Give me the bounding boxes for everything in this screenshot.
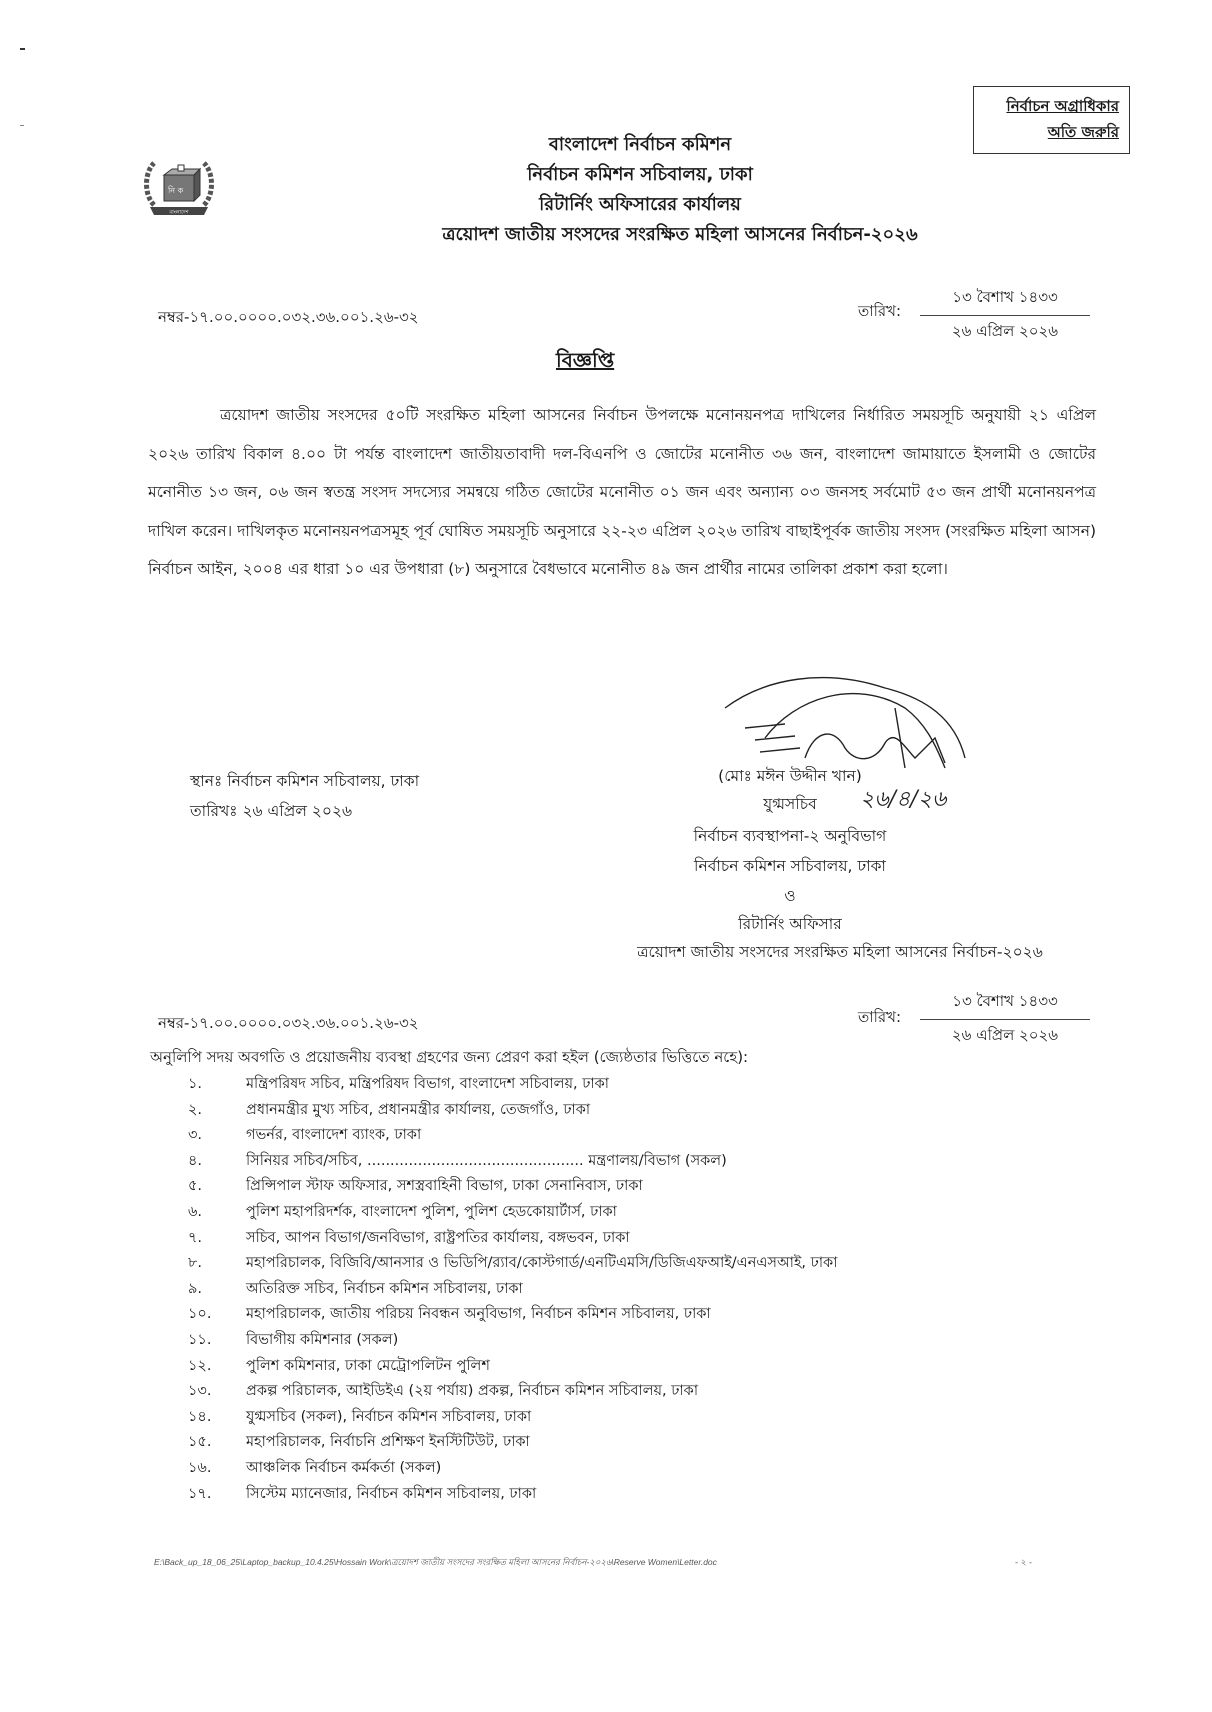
- list-item-number: ৩.: [188, 1127, 203, 1144]
- signatory-secretariat: নির্বাচন কমিশন সচিবালয়, ঢাকা: [694, 857, 886, 875]
- list-item: [150, 1456, 837, 1482]
- list-item-number: ৮.: [188, 1255, 203, 1272]
- signatory-election: ত্রয়োদশ জাতীয় সংসদের সংরক্ষিত মহিলা আসনের নির্বাচন-২০২৬: [637, 943, 1043, 961]
- list-item-number: ৪.: [188, 1152, 203, 1169]
- list-item-text: আঞ্চলিক নির্বাচন কর্মকর্তা (সকল): [246, 1459, 442, 1476]
- secretariat-name: নির্বাচন কমিশন সচিবালয়, ঢাকা: [527, 164, 753, 185]
- copy-date-label: তারিখ:: [858, 1008, 902, 1026]
- list-item: [150, 1379, 837, 1405]
- memo-date: [920, 286, 1090, 345]
- date-gregorian: ২৬ এপ্রিল ২০২৬: [951, 322, 1059, 340]
- scan-mark: [20, 125, 24, 126]
- list-item: [150, 1482, 837, 1508]
- list-item: [150, 1226, 837, 1252]
- list-item: [150, 1149, 837, 1175]
- signature-icon: [705, 668, 985, 778]
- list-item: [150, 1354, 837, 1380]
- priority-label: নির্বাচন অগ্রাধিকার: [1006, 97, 1119, 115]
- list-item-text: প্রকল্প পরিচালক, আইডিইএ (২য় পর্যায়) প্রকল্প, নির্বাচন কমিশন সচিবালয়, ঢাকা: [246, 1383, 699, 1400]
- svg-text:বাংলাদেশ: বাংলাদেশ: [169, 209, 189, 216]
- list-item-text: প্রিন্সিপাল স্টাফ অফিসার, সশস্ত্রবাহিনী বিভাগ, ঢাকা সেনানিবাস, ঢাকা: [246, 1178, 643, 1195]
- list-item: [150, 1251, 837, 1277]
- copy-recipient-list: [150, 1072, 837, 1507]
- copy-date: [920, 990, 1090, 1049]
- issue-date-text: তারিখঃ ২৬ এপ্রিল ২০২৬: [190, 802, 353, 820]
- list-item: [150, 1072, 837, 1098]
- list-item-number: ৫.: [188, 1178, 203, 1195]
- list-item-number: ১০.: [188, 1306, 212, 1323]
- election-name: ত্রয়োদশ জাতীয় সংসদের সংরক্ষিত মহিলা আসনের নির্বাচন-২০২৬: [442, 224, 918, 245]
- list-item: [150, 1302, 837, 1328]
- notice-body: [148, 396, 1096, 589]
- list-item-text: মহাপরিচালক, নির্বাচনি প্রশিক্ষণ ইনস্টিটিউট, ঢাকা: [246, 1434, 530, 1451]
- conjunction-and: ও: [784, 887, 796, 905]
- list-item-text: অতিরিক্ত সচিব, নির্বাচন কমিশন সচিবালয়, ঢাকা: [246, 1280, 523, 1297]
- list-item-number: ১৫.: [188, 1434, 212, 1451]
- copy-date-gregorian: ২৬ এপ্রিল ২০২৬: [951, 1026, 1059, 1044]
- signatory-name: (মোঃ মঈন উদ্দীন খান): [718, 767, 862, 785]
- list-item-text: পুলিশ মহাপরিদর্শক, বাংলাদেশ পুলিশ, পুলিশ হেডকোয়ার্টার্স, ঢাকা: [246, 1203, 617, 1220]
- list-item-text: বিভাগীয় কমিশনার (সকল): [246, 1331, 399, 1348]
- date-bangla: ১৩ বৈশাখ ১৪৩৩: [952, 288, 1058, 306]
- list-item-number: ১২.: [188, 1357, 212, 1374]
- list-item: [150, 1200, 837, 1226]
- scan-mark: [20, 48, 25, 50]
- list-item-text: গভর্নর, বাংলাদেশ ব্যাংক, ঢাকা: [246, 1127, 422, 1144]
- list-item: [150, 1405, 837, 1431]
- copy-memo-number: নম্বর-১৭.০০.০০০০.০৩২.৩৬.০০১.২৬-৩২: [158, 1014, 419, 1032]
- svg-text:নি ক: নি ক: [168, 186, 184, 195]
- list-item-text: সিস্টেম ম্যানেজার, নির্বাচন কমিশন সচিবালয়, ঢাকা: [246, 1485, 537, 1502]
- list-item-number: ৯.: [188, 1280, 203, 1297]
- list-item-text: সচিব, আপন বিভাগ/জনবিভাগ, রাষ্ট্রপতির কার্যালয়, বঙ্গভবন, ঢাকা: [246, 1229, 630, 1246]
- list-item-number: ৭.: [188, 1229, 203, 1246]
- list-item-text: মহাপরিচালক, জাতীয় পরিচয় নিবন্ধন অনুবিভাগ, নির্বাচন কমিশন সচিবালয়, ঢাকা: [246, 1306, 711, 1323]
- list-item-text: মহাপরিচালক, বিজিবি/আনসার ও ভিডিপি/র‍্যাব/কোস্টগার্ড/এনটিএমসি/ডিজিএফআই/এনএসআই, ঢাকা: [246, 1255, 838, 1272]
- priority-box: [973, 86, 1130, 154]
- org-name: বাংলাদেশ নির্বাচন কমিশন: [548, 134, 732, 155]
- list-item-number: ১৩.: [188, 1383, 212, 1400]
- list-item: [150, 1123, 837, 1149]
- election-commission-logo: [140, 155, 218, 221]
- copy-date-divider: [920, 1019, 1090, 1020]
- list-item: [150, 1328, 837, 1354]
- list-item-text: মন্ত্রিপরিষদ সচিব, মন্ত্রিপরিষদ বিভাগ, বাংলাদেশ সচিবালয়, ঢাকা: [246, 1076, 610, 1092]
- copy-date-bangla: ১৩ বৈশাখ ১৪৩৩: [952, 992, 1058, 1010]
- list-item-number: ১১.: [188, 1331, 212, 1348]
- list-item-number: ১৬.: [188, 1459, 212, 1476]
- list-item: [150, 1174, 837, 1200]
- signatory-designation: যুগ্মসচিব: [763, 795, 817, 813]
- list-item-text: প্রধানমন্ত্রীর মুখ্য সচিব, প্রধানমন্ত্রীর কার্যালয়, তেজগাঁও, ঢাকা: [246, 1101, 591, 1118]
- file-path: E:\Back_up_18_06_25\Laptop_backup_10.4.25\Hossain Work\ত্রয়োদশ জাতীয় সংসদের সংরক্ষিত মহিলা আসনের নির্বাচন-২০২৬\Reserve Women\Letter.doc: [154, 1557, 717, 1567]
- list-item-number: ৬.: [188, 1203, 203, 1220]
- notice-title: বিজ্ঞপ্তি: [556, 348, 615, 372]
- memo-number: নম্বর-১৭.০০.০০০০.০৩২.৩৬.০০১.২৬-৩২: [158, 308, 419, 326]
- list-item-number: ২.: [188, 1101, 203, 1118]
- place-date: [190, 766, 419, 826]
- urgent-label: অতি জরুরি: [1047, 123, 1119, 141]
- handwritten-date: ২৬/৪/২৬: [860, 787, 947, 812]
- copy-intro: অনুলিপি সদয় অবগতি ও প্রয়োজনীয় ব্যবস্থা গ্রহণের জন্য প্রেরণ করা হইল (জ্যেষ্ঠতার ভিত্তিতে নহে):: [150, 1048, 749, 1066]
- list-item-text: যুগ্মসচিব (সকল), নির্বাচন কমিশন সচিবালয়, ঢাকা: [246, 1408, 532, 1425]
- place-text: স্থানঃ নির্বাচন কমিশন সচিবালয়, ঢাকা: [190, 772, 420, 790]
- list-item-text: সিনিয়র সচিব/সচিব, ............................................... মন্ত্রণালয়/বিভাগ (সকল): [246, 1152, 727, 1169]
- list-item-number: ১৭.: [188, 1485, 212, 1502]
- signatory-division: নির্বাচন ব্যবস্থাপনা-২ অনুবিভাগ: [693, 827, 887, 845]
- list-item: [150, 1430, 837, 1456]
- date-label: তারিখ:: [858, 302, 902, 320]
- notice-paragraph: ত্রয়োদশ জাতীয় সংসদের ৫০টি সংরক্ষিত মহিলা আসনের নির্বাচন উপলক্ষে মনোনয়নপত্র দাখিলের নির্ধারিত সময়সূচি অনুযায়ী ২১ এপ্রিল ২০২৬ তারিখ বিকাল ৪.০০ টা পর্যন্ত বাংলাদেশ জাতীয়তাবাদী দল-বিএনপি ও জোটের মনোনীত ৩৬ জন, বাংলাদেশ জামায়াতে ইসলামী ও জোটের মনোনীত ১৩ জন, ০৬ জন স্বতন্ত্র সংসদ সদস্যের সমন্বয়ে গঠিত জোটের মনোনীত ০১ জন এবং অন্যান্য ০৩ জনসহ সর্বমোট ৫৩ জন প্রার্থী মনোনয়নপত্র দাখিল করেন। দাখিলকৃত মনোনয়নপত্রসমূহ পূর্ব ঘোষিত সময়সূচি অনুসারে ২২-২৩ এপ্রিল ২০২৬ তারিখ বাছাইপূর্বক জাতীয় সংসদ (সংরক্ষিত মহিলা আসন) নির্বাচন আইন, ২০০৪ এর ধারা ১০ এর উপধারা (৮) অনুসারে বৈধভাবে মনোনীত ৪৯ জন প্রার্থীর নামের তালিকা প্রকাশ করা হলো।: [148, 406, 1096, 579]
- date-divider: [920, 315, 1090, 316]
- page-number: - ২ -: [1015, 1558, 1033, 1568]
- ballot-box-emblem-icon: [140, 155, 218, 221]
- list-item: [150, 1098, 837, 1124]
- list-item: [150, 1277, 837, 1303]
- office-name: রিটার্নিং অফিসারের কার্যালয়: [539, 194, 741, 215]
- list-item-number: ১৪.: [188, 1408, 212, 1425]
- returning-officer: রিটার্নিং অফিসার: [738, 915, 842, 933]
- list-item-number: ১.: [188, 1076, 203, 1092]
- list-item-text: পুলিশ কমিশনার, ঢাকা মেট্রোপলিটন পুলিশ: [246, 1357, 490, 1374]
